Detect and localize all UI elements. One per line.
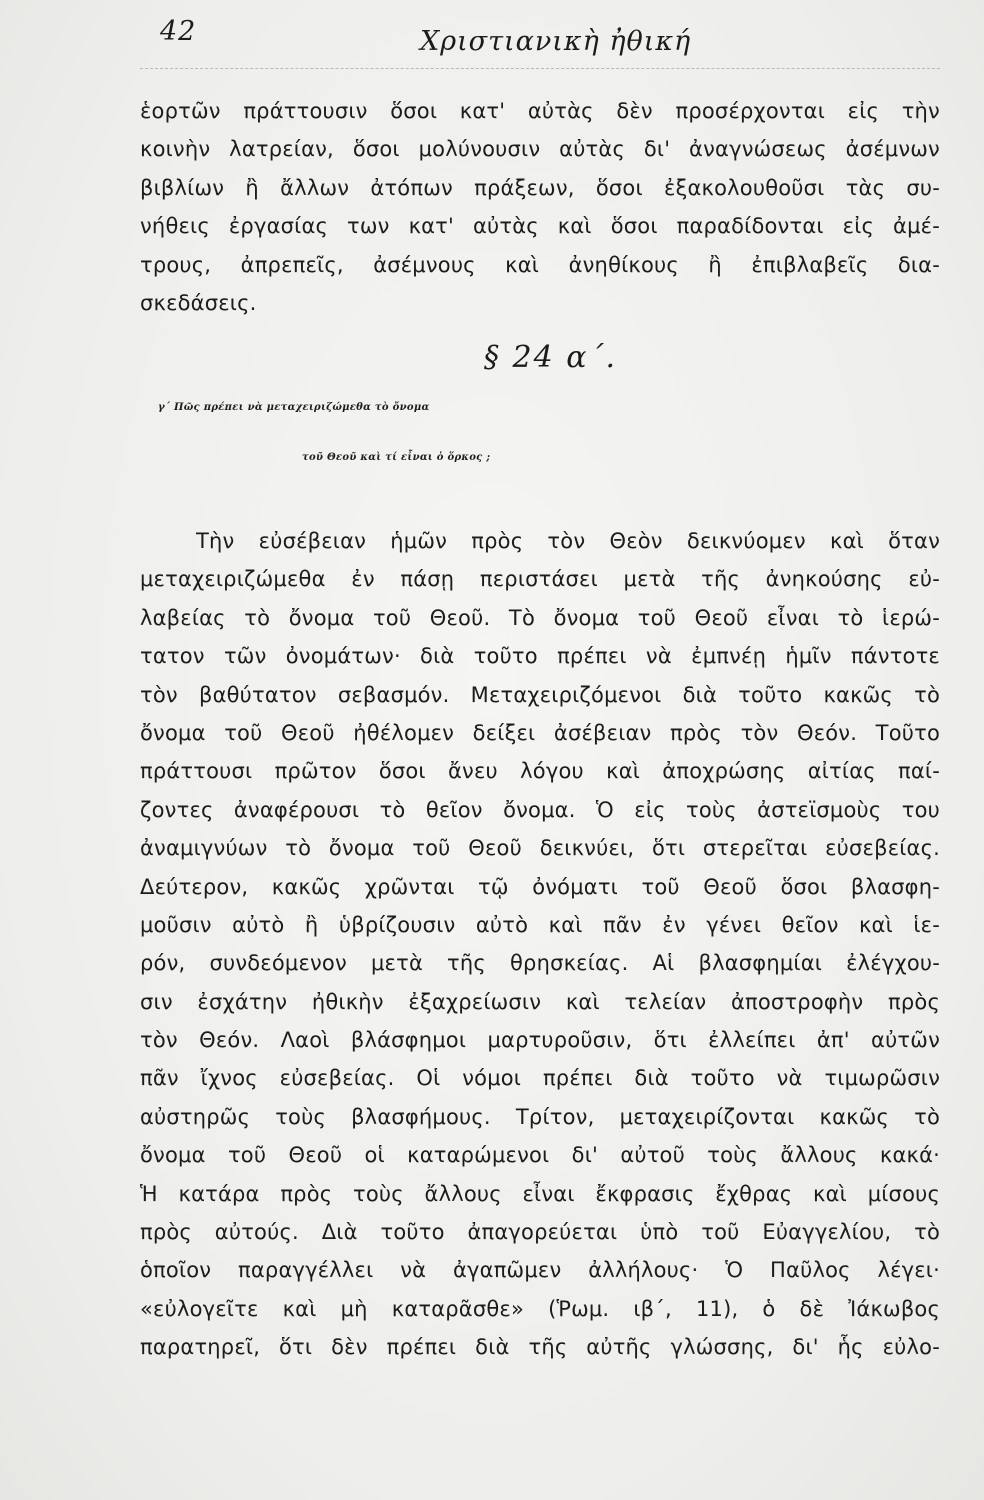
text-line: ζοντες ἀναφέρουσι τὸ θεῖον ὄνομα. Ὁ εἰς τοὺς ἀστεϊσμοὺς του [140, 797, 940, 822]
text-line: ρόν, συνδεόμενον μετὰ τῆς θρησκείας. Αἱ βλασφημίαι ἐλέγχου- [140, 951, 940, 976]
text-line: πᾶν ἴχνος εὐσεβείας. Οἱ νόμοι πρέπει διὰ τοῦτο νὰ τιμωρῶσιν [140, 1066, 940, 1091]
text-line: αὐστηρῶς τοὺς βλασφήμους. Τρίτον, μεταχειρίζονται κακῶς τὸ [140, 1104, 940, 1129]
section-heading-line-2: τοῦ Θεοῦ καὶ τί εἶναι ὁ ὅρκος ; [302, 452, 491, 463]
text-line: Τὴν εὐσέβειαν ἡμῶν πρὸς τὸν Θεὸν δεικνύομεν καὶ ὅταν [196, 529, 940, 553]
text-line: σκεδάσεις. [140, 290, 257, 315]
text-line: τρους, ἀπρεπεῖς, ἀσέμνους καὶ ἀνηθίκους ἢ ἐπιβλαβεῖς δια- [140, 252, 940, 277]
running-head: Χριστιανικὴ ἠθική [420, 26, 692, 57]
text-line: ὄνομα τοῦ Θεοῦ οἱ καταρώμενοι δι' αὐτοῦ τοὺς ἄλλους κακά· [140, 1143, 940, 1168]
text-line: πράττουσι πρῶτον ὅσοι ἄνευ λόγου καὶ ἀποχρώσης αἰτίας παί- [140, 759, 940, 784]
text-line: πρὸς αὐτούς. Διὰ τοῦτο ἀπαγορεύεται ὑπὸ τοῦ Εὐαγγελίου, τὸ [140, 1220, 940, 1245]
text-line: τὸν Θεόν. Λαοὶ βλάσφημοι μαρτυροῦσιν, ὅτι ἐλλείπει ἀπ' αὐτῶν [140, 1028, 940, 1053]
text-line: ὄνομα τοῦ Θεοῦ ἠθέλομεν δείξει ἀσέβειαν πρὸς τὸν Θεόν. Τοῦτο [140, 720, 940, 745]
text-line: «εὐλογεῖτε καὶ μὴ καταρᾶσθε» (Ῥωμ. ιβ΄, 11), ὁ δὲ Ἰάκωβος [140, 1296, 940, 1321]
section-heading-line-1: γ΄ Πῶς πρέπει νὰ μεταχειριζώμεθα τὸ ὄνομα [158, 402, 430, 413]
text-line: βιβλίων ἢ ἄλλων ἀτόπων πράξεων, ὅσοι ἐξακολουθοῦσι τὰς συ- [140, 175, 940, 200]
text-line: σιν ἐσχάτην ἠθικὴν ἐξαχρείωσιν καὶ τελείαν ἀποστροφὴν πρὸς [140, 989, 940, 1014]
main-paragraph [140, 522, 940, 1367]
text-line: Ἡ κατάρα πρὸς τοὺς ἄλλους εἶναι ἔκφρασις ἔχθρας καὶ μίσους [140, 1181, 940, 1206]
text-line: νήθεις ἐργασίας των κατ' αὐτὰς καὶ ὅσοι παραδίδονται εἰς ἀμέ- [140, 214, 940, 239]
text-line: κοινὴν λατρείαν, ὅσοι μολύνουσιν αὐτὰς δι' ἀναγνώσεως ἀσέμνων [140, 137, 940, 162]
text-line: τατον τῶν ὀνομάτων· διὰ τοῦτο πρέπει νὰ ἐμπνέῃ ἡμῖν πάντοτε [140, 644, 940, 669]
text-line: μοῦσιν αὐτὸ ἢ ὑβρίζουσιν αὐτὸ καὶ πᾶν ἐν γένει θεῖον καὶ ἱε- [140, 912, 940, 937]
section-number: § 24 α΄. [484, 340, 618, 375]
text-line: ἀναμιγνύων τὸ ὄνομα τοῦ Θεοῦ δεικνύει, ὅτι στερεῖται εὐσεβείας. [140, 836, 940, 861]
text-line: μεταχειριζώμεθα ἐν πάσῃ περιστάσει μετὰ τῆς ἀνηκούσης εὐ- [140, 567, 940, 592]
header-rule [140, 68, 940, 69]
text-line: ἑορτῶν πράττουσιν ὅσοι κατ' αὐτὰς δὲν προσέρχονται εἰς τὴν [140, 99, 940, 123]
text-line: Δεύτερον, κακῶς χρῶνται τῷ ὀνόματι τοῦ Θεοῦ ὅσοι βλασφη- [140, 874, 940, 899]
text-line: ὁποῖον παραγγέλλει νὰ ἀγαπῶμεν ἀλλήλους· Ὁ Παῦλος λέγει· [140, 1258, 940, 1283]
top-paragraph [140, 92, 940, 322]
text-line: λαβείας τὸ ὄνομα τοῦ Θεοῦ. Τὸ ὄνομα τοῦ Θεοῦ εἶναι τὸ ἱερώ- [140, 605, 940, 630]
page-number: 42 [160, 16, 197, 47]
text-line: παρατηρεῖ, ὅτι δὲν πρέπει διὰ τῆς αὐτῆς γλώσσης, δι' ἧς εὐλο- [140, 1335, 940, 1360]
text-line: τὸν βαθύτατον σεβασμόν. Μεταχειριζόμενοι διὰ τοῦτο κακῶς τὸ [140, 682, 940, 707]
